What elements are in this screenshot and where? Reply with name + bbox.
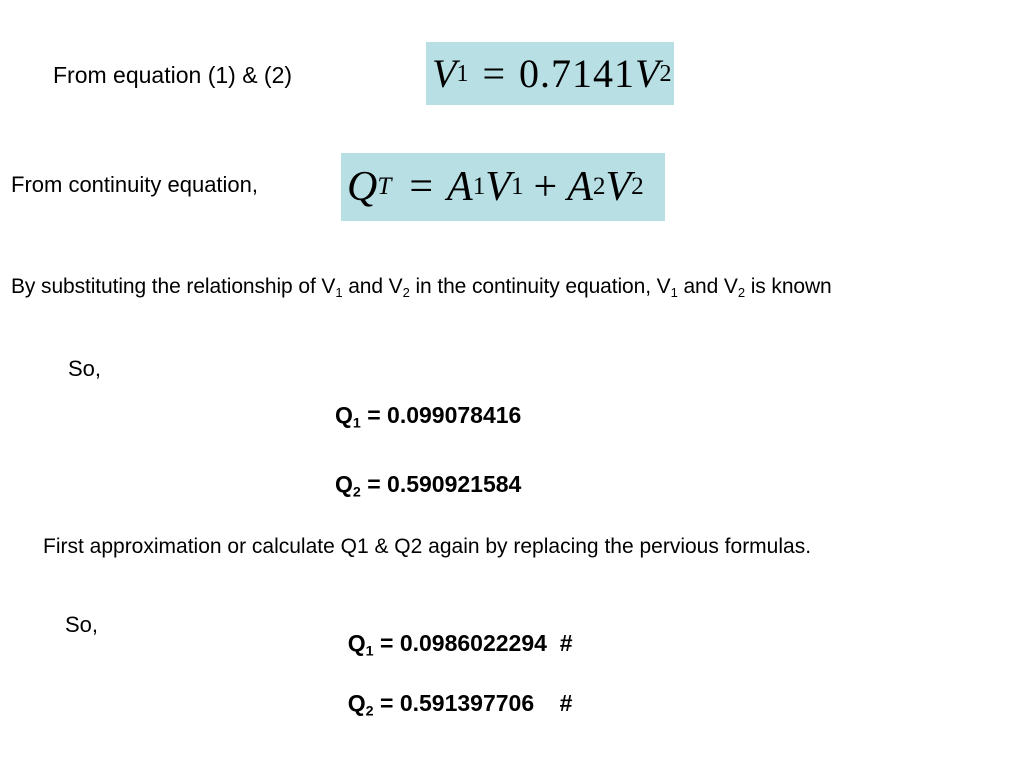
eq2-plus: +: [533, 164, 558, 210]
continuity-equation: Q T = A 1 V 1 + A 2 V 2: [341, 153, 665, 221]
eq2-equals: =: [409, 164, 434, 210]
q2-final-result: [335, 669, 573, 720]
substitution-sub-4: 2: [737, 284, 745, 300]
substitution-sentence: [11, 275, 832, 300]
q2-initial-value: = 0.590921584: [360, 471, 522, 497]
eq2-a2-var: A: [567, 164, 593, 210]
eq2-v2-var: V: [605, 164, 632, 210]
substitution-part-4: and V: [677, 275, 738, 298]
eq1-rhs-var: V: [635, 51, 660, 96]
substitution-sub-3: 1: [670, 284, 678, 300]
substitution-part-1: By substituting the relationship of V: [11, 275, 336, 298]
q1-final-result: [335, 609, 573, 660]
approximation-sentence: First approximation or calculate Q1 & Q2 again by replacing the pervious formulas.: [43, 535, 812, 558]
q1-initial-value: = 0.099078416: [360, 402, 522, 428]
substitution-part-3: in the continuity equation, V: [409, 275, 671, 298]
eq1-lhs-var: V: [432, 51, 457, 96]
q1-initial-result: [335, 402, 522, 432]
continuity-label: From continuity equation,: [11, 172, 259, 197]
so-label-1: So,: [68, 356, 102, 381]
q1-initial-sub: 1: [352, 415, 361, 432]
q1-final-sub: 1: [365, 643, 374, 660]
eq2-v1-var: V: [485, 164, 511, 210]
q1-final-var: Q: [347, 630, 366, 656]
substitution-sub-2: 2: [402, 284, 410, 300]
eq2-a1-var: A: [447, 164, 473, 210]
q1-final-value: = 0.0986022294 #: [373, 630, 573, 656]
eq1-coefficient: 0.7141: [519, 51, 635, 96]
substitution-part-5: is known: [744, 275, 832, 298]
velocity-ratio-equation: V 1 = 0.7141 V 2: [426, 42, 674, 105]
eq2-lhs-var: Q: [347, 164, 378, 210]
q2-final-sub: 2: [365, 703, 374, 720]
q1-initial-var: Q: [335, 402, 353, 428]
q2-initial-sub: 2: [352, 484, 361, 501]
q2-initial-result: [335, 471, 522, 501]
so-label-2: So,: [65, 612, 99, 637]
equation-source-label: From equation (1) & (2): [53, 62, 293, 88]
eq1-equals: =: [482, 51, 505, 96]
substitution-part-2: and V: [342, 275, 403, 298]
q2-final-var: Q: [347, 690, 366, 716]
q2-final-value: = 0.591397706 #: [373, 690, 573, 716]
substitution-sub-1: 1: [335, 284, 343, 300]
q2-initial-var: Q: [335, 471, 353, 497]
